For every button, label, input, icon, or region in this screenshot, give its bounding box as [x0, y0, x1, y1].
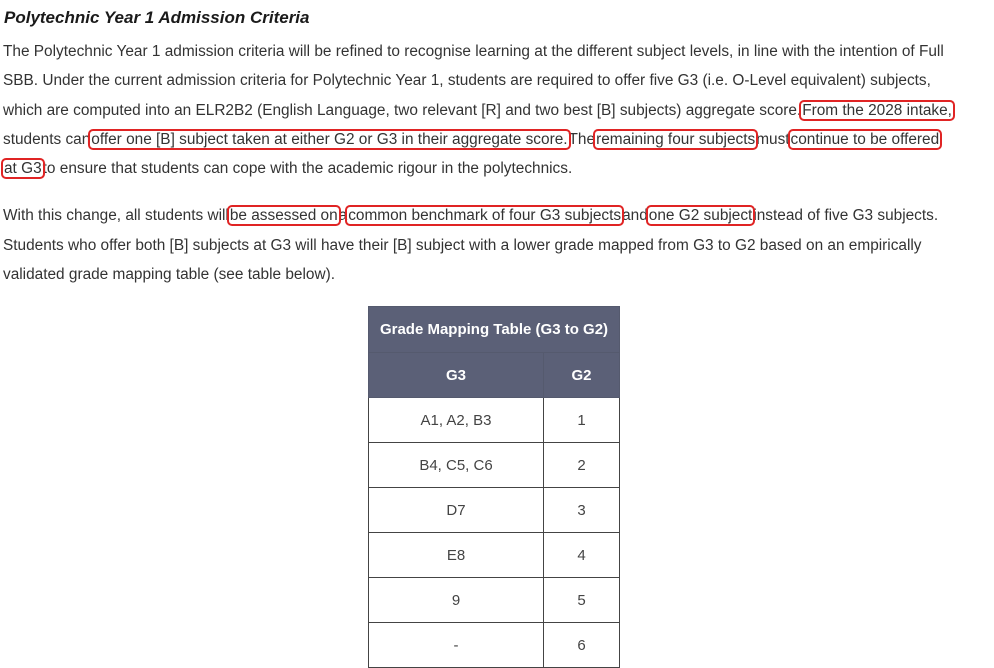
table-row — [369, 578, 620, 623]
text-run: a — [338, 207, 348, 225]
article-section — [3, 0, 993, 289]
text-run: students can — [3, 130, 91, 148]
paragraph-assessment-change — [3, 201, 993, 289]
text-run: With this change, all students will — [3, 207, 229, 225]
text-run: which are computed into an ELR2B2 (English Language, two relevant [R] and two best [B] subjects) aggregate score. — [3, 101, 802, 119]
cell-g2: 2 — [544, 443, 620, 488]
column-header-g2: G2 — [544, 353, 620, 398]
text-run: The — [568, 130, 596, 148]
paragraph-line — [3, 154, 993, 183]
paragraph-admission-criteria — [3, 37, 993, 183]
cell-g3: E8 — [369, 533, 544, 578]
text-run: validated grade mapping table (see table below). — [3, 266, 335, 284]
paragraph-line — [3, 201, 993, 230]
cell-g2: 3 — [544, 488, 620, 533]
cell-g2: 4 — [544, 533, 620, 578]
highlight-annotation: continue to be offered — [790, 130, 940, 148]
paragraph-line — [3, 125, 993, 154]
paragraph-line — [3, 260, 993, 289]
paragraph-line — [3, 37, 993, 66]
text-run: and — [622, 207, 648, 225]
cell-g3: B4, C5, C6 — [369, 443, 544, 488]
text-run: SBB. Under the current admission criteria for Polytechnic Year 1, students are required to offer five G3 (i.e. O-Level equivalent) subjects, — [3, 72, 931, 90]
cell-g3: - — [369, 623, 544, 668]
highlight-annotation: offer one [B] subject taken at either G2 or G3 in their aggregate score. — [91, 130, 568, 148]
paragraph-line — [3, 96, 993, 125]
cell-g3: D7 — [369, 488, 544, 533]
grade-mapping-table — [368, 306, 620, 668]
table-row — [369, 533, 620, 578]
table-row — [369, 398, 620, 443]
section-heading: Polytechnic Year 1 Admission Criteria — [4, 8, 310, 27]
text-run: to ensure that students can cope with the academic rigour in the polytechnics. — [42, 160, 573, 178]
highlight-annotation: be assessed on — [229, 207, 338, 225]
cell-g3: 9 — [369, 578, 544, 623]
table-row — [369, 488, 620, 533]
text-run: The Polytechnic Year 1 admission criteria will be refined to recognise learning at the different subject levels, in line with the intention of Full — [3, 43, 944, 60]
highlight-annotation: From the 2028 intake, — [802, 101, 952, 119]
highlight-annotation: common benchmark of four G3 subjects — [348, 207, 622, 225]
highlight-annotation: at G3 — [4, 160, 42, 178]
cell-g3: A1, A2, B3 — [369, 398, 544, 443]
text-run: Students who offer both [B] subjects at G3 will have their [B] subject with a lower grade mapped from G3 to G2 based on an empirically — [3, 236, 922, 254]
cell-g2: 1 — [544, 398, 620, 443]
highlight-annotation: remaining four subjects — [596, 130, 756, 148]
table-row — [369, 443, 620, 488]
cell-g2: 6 — [544, 623, 620, 668]
table-row — [369, 623, 620, 668]
table-caption: Grade Mapping Table (G3 to G2) — [369, 307, 620, 353]
text-run: instead of five G3 subjects. — [753, 207, 939, 225]
paragraph-line — [3, 231, 993, 260]
column-header-g3: G3 — [369, 353, 544, 398]
text-run: must — [756, 130, 790, 148]
highlight-annotation: one G2 subject — [648, 207, 753, 225]
cell-g2: 5 — [544, 578, 620, 623]
paragraph-line — [3, 66, 993, 95]
